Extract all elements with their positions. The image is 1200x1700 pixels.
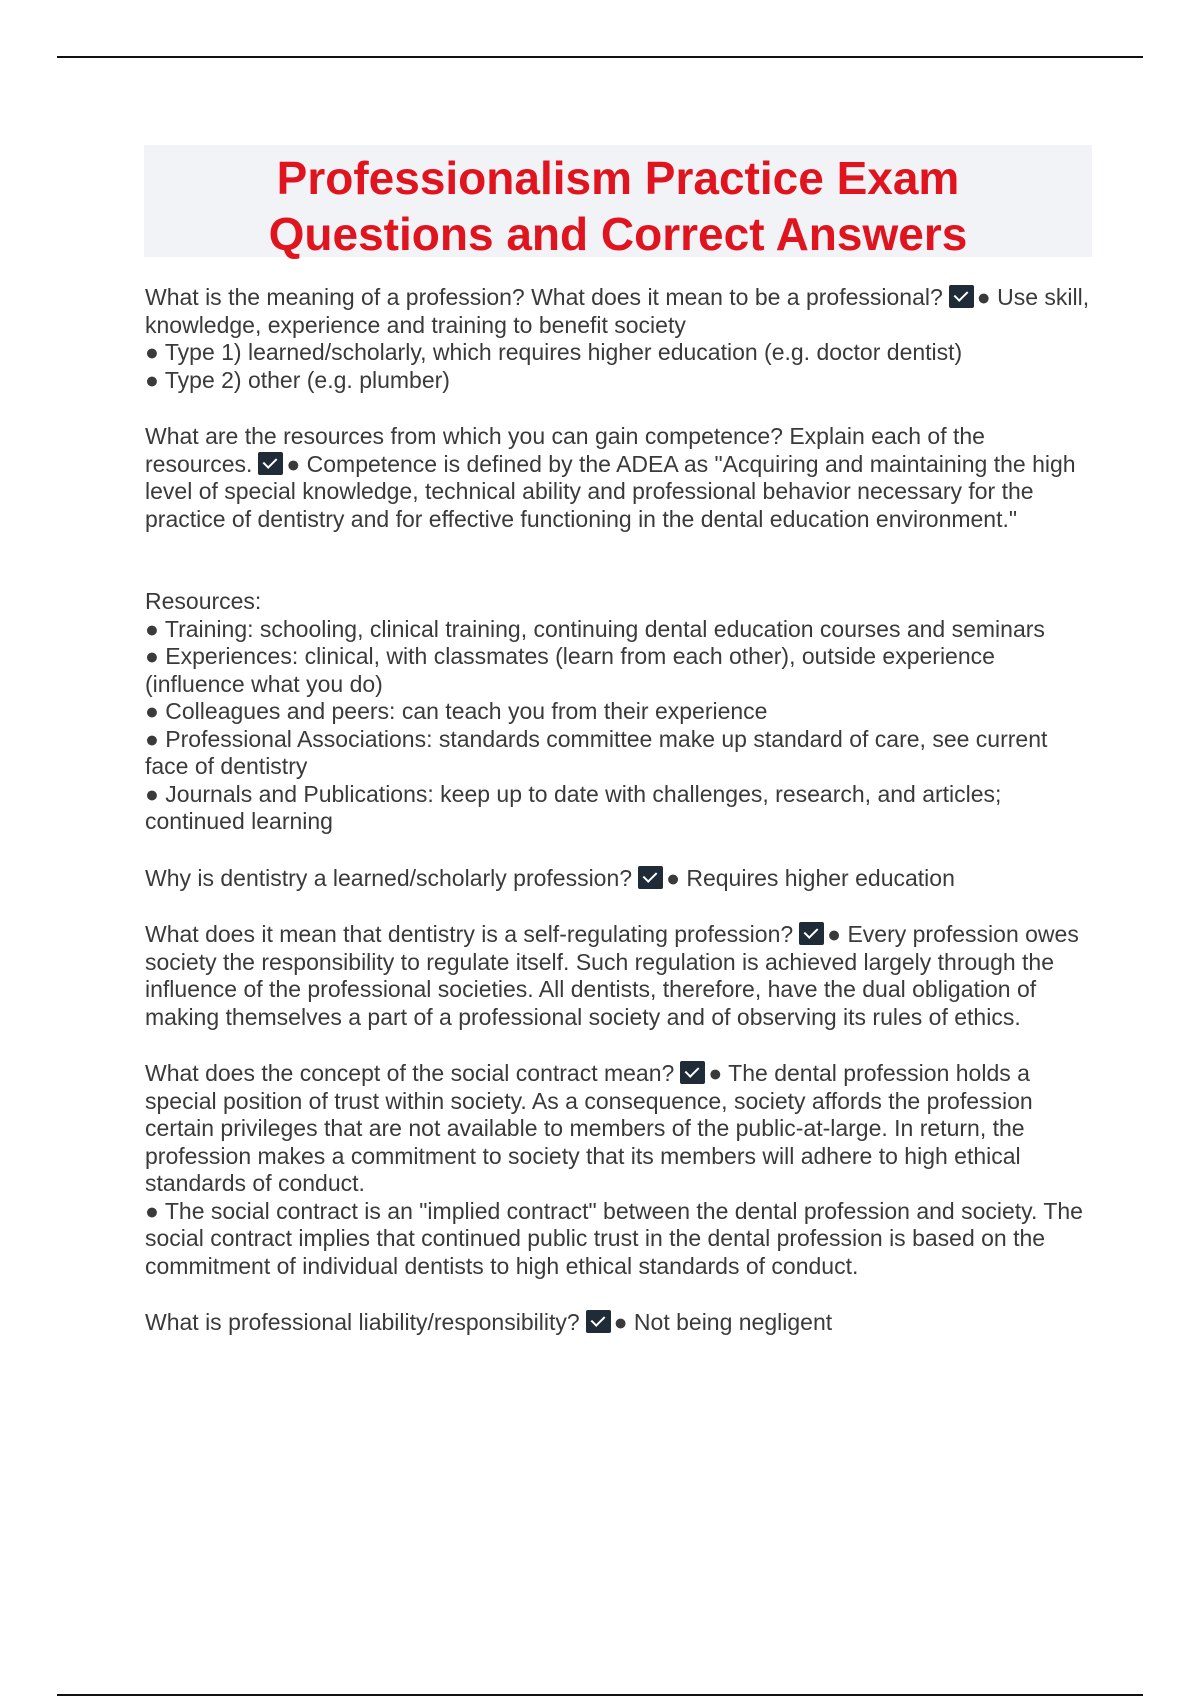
qa-paragraph (145, 284, 1095, 339)
qa-content (145, 284, 1095, 1366)
question-text: Why is dentistry a learned/scholarly profession? (145, 864, 633, 891)
question-text: What does the concept of the social contract mean? (145, 1060, 675, 1086)
bottom-rule (57, 1694, 1143, 1696)
resources-block (145, 588, 1095, 836)
qa-item (145, 865, 1095, 893)
qa-item (145, 1060, 1095, 1280)
checkmark-icon (799, 922, 824, 945)
answer-text: ● Not being negligent (613, 1309, 833, 1335)
bullet-item: ● The social contract is an "implied contract" between the dental profession and society. The social contract implies that continued public trust in the dental profession is based on the commitment of individual dentists to high ethical standards of conduct. (145, 1197, 1083, 1279)
qa-paragraph (145, 1309, 1095, 1337)
bullet-item: ● Training: schooling, clinical training, continuing dental education courses and seminars (145, 615, 1045, 642)
title-line-1: Professionalism Practice Exam (276, 152, 960, 204)
qa-paragraph (145, 921, 1095, 1031)
question-text: What does it mean that dentistry is a self-regulating profession? (145, 921, 794, 947)
bullet-item: ● Type 2) other (e.g. plumber) (145, 366, 450, 393)
bullet-item: ● Journals and Publications: keep up to date with challenges, research, and articles; continued learning (145, 780, 1002, 834)
title-line-2: Questions and Correct Answers (268, 208, 968, 260)
question-text: What is the meaning of a profession? What does it mean to be a professional? (145, 284, 943, 310)
title-banner (144, 145, 1092, 260)
checkmark-icon (586, 1310, 611, 1333)
qa-item (145, 921, 1095, 1031)
bullet-item: ● Experiences: clinical, with classmates (learn from each other), outside experience (influence what you do) (145, 643, 995, 697)
qa-item (145, 284, 1095, 394)
qa-paragraph (145, 423, 1095, 533)
answer-text: ● Requires higher education (666, 864, 955, 891)
checkmark-icon (949, 285, 974, 308)
qa-paragraph (145, 1060, 1095, 1198)
checkmark-icon (258, 452, 283, 475)
bullet-item: ● Colleagues and peers: can teach you from their experience (145, 698, 768, 724)
resources-heading: Resources: (145, 588, 262, 614)
checkmark-icon (638, 866, 663, 889)
checkmark-icon (680, 1061, 705, 1084)
document-title (144, 145, 1092, 262)
question-text: What are the resources from which you can gain competence? Explain each of the resources. (145, 423, 985, 477)
question-text: What is professional liability/responsibility? (145, 1309, 580, 1335)
bullet-item: ● Professional Associations: standards committee make up standard of care, see current face of dentistry (145, 725, 1048, 779)
qa-paragraph (145, 865, 1095, 893)
qa-item (145, 423, 1095, 533)
answer-text: ● Use skill, knowledge, experience and training to benefit society (145, 284, 1090, 338)
answer-text: ● Competence is defined by the ADEA as "Acquiring and maintaining the high level of special knowledge, technical ability and professional behavior necessary for the practice of dentistry and for effective functioning in the dental education environment." (145, 450, 1076, 532)
answer-text: ● Every profession owes society the responsibility to regulate itself. Such regulation is achieved largely through the influence of the professional societies. All dentists, therefore, have the dual obligation of making themselves a part of a professional society and of observing its rules of ethics. (145, 921, 1079, 1030)
bullet-item: ● Type 1) learned/scholarly, which requires higher education (e.g. doctor dentist) (145, 339, 963, 365)
answer-text: ● The dental profession holds a special position of trust within society. As a consequence, society affords the profession certain privileges that are not available to members of the public-at-large. In return, the profession makes a commitment to society that its members will adhere to high ethical standards of conduct. (145, 1060, 1033, 1196)
qa-item (145, 1309, 1095, 1337)
top-rule (57, 56, 1143, 58)
